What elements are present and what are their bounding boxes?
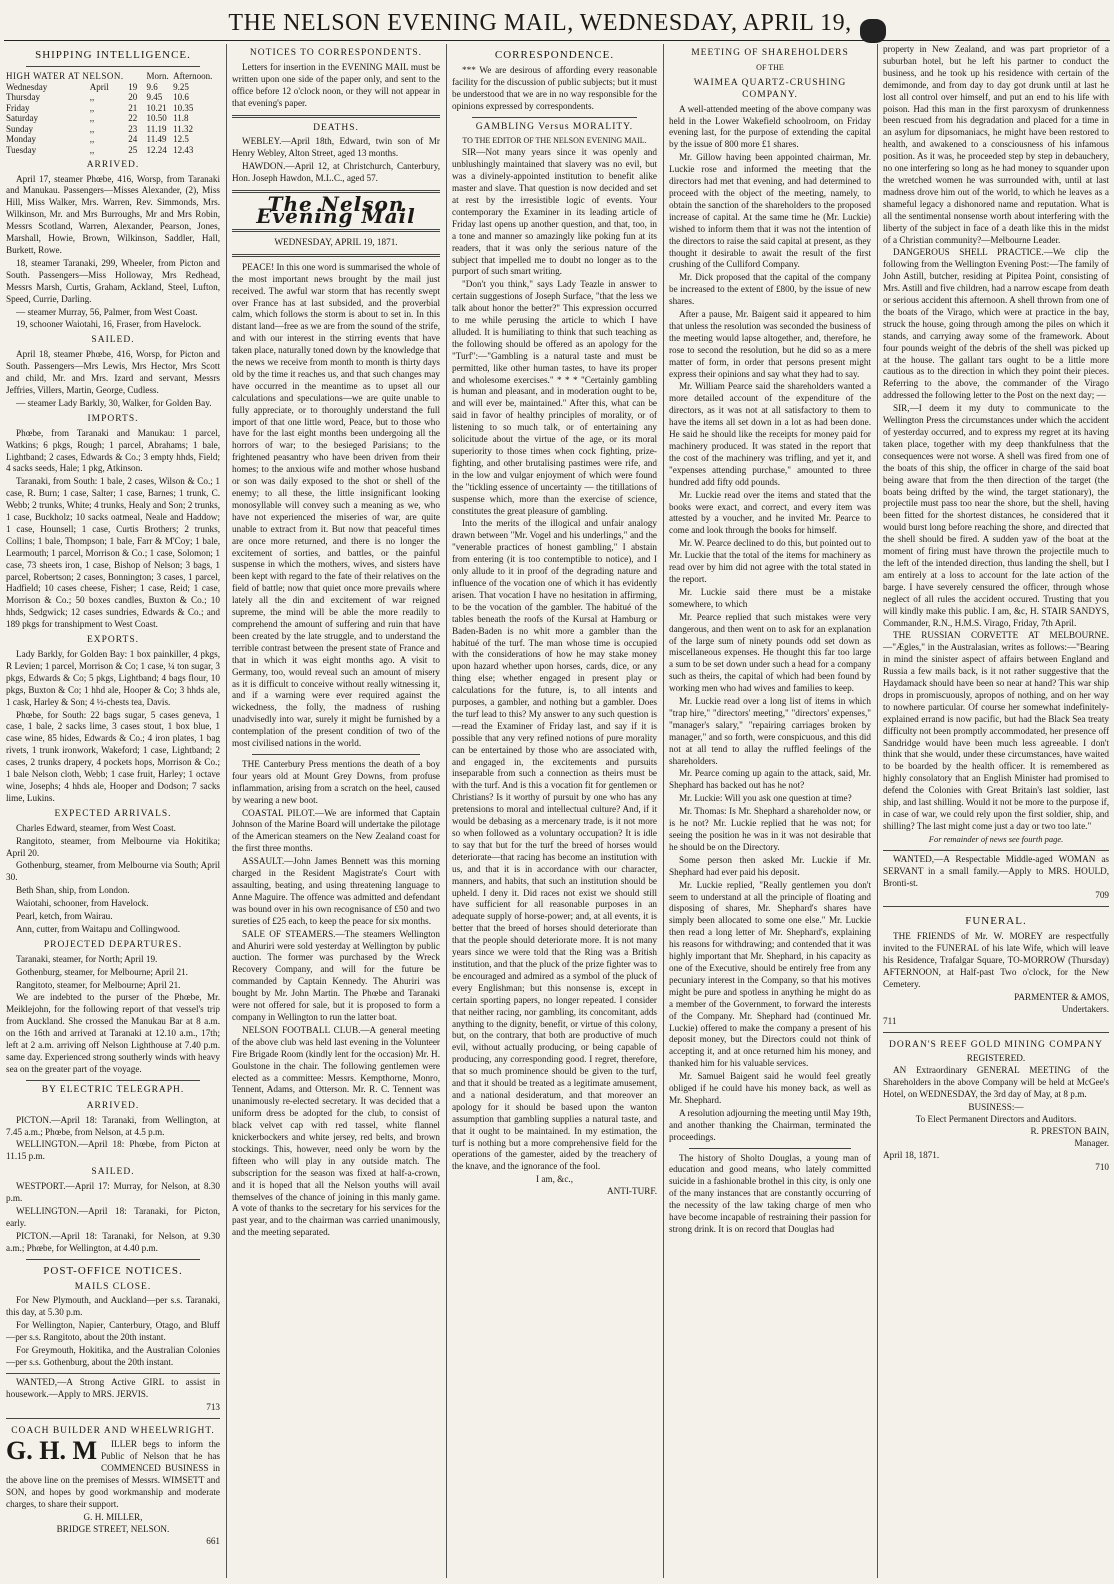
column-news-ads [883, 44, 1109, 1576]
telegraph-heading: BY ELECTRIC TELEGRAPH. [41, 1084, 185, 1095]
shipping-heading: SHIPPING INTELLIGENCE. [35, 49, 191, 61]
correspondence-disclaimer: *** We are desirous of affording every reasonable facility for the discussion of public subjects; but it must be understood that we are in no way responsible for the opinions expressed by correspondents. [452, 64, 657, 111]
letter-paragraph: Into the merits of the illogical and unfair analogy drawn between "Mr. Vogel and his underlings," and the "venerable practices of honest gambling," I abstain from entering (it is too contemptible to notice), and I only allude to it in proof of the degrading nature and influence of the vocation one of which it has evidently arisen. That vocation I have no hesitation in affirming, to be the vocation of the gambler. The habitué of the tables beneath the roofs of the Kursal at Hamburg or Baden-Baden is no whit more a gambler than the habitué of the turf. The man whose time is occupied with the considerations of how he may stake money upon hazard whether upon horses, cards, dice, or any thing else; whether engaged in present play or calculations for the future, is, to all intents and purposes, a gambler, and nothing but a gambler. Does the turf lead to this? My answer to any such question is—read the Examiner of Friday last, and say if it is possible that any very refined notions of pure morality can be entertained by those who are associated with, and engaged in, the excitements and pursuits inseparable from such a connection as theirs must be with the turf. And is this a vocation fit for gentlemen or Christians? Is it worthy of pursuit by one who has any pretensions to moral and intellectual culture? And, if it would be debasing as a mercenary trade, is it not more so when followed as a voluntary occupation? It is idle to say that but for the turf the breed of horses would deteriorate—that racing has become an institution with us, and that it is in accordance with our character, manners, and habits, that such an institution should be upheld. I deny it. Did races not exist we should still have sufficient for all reasonable purposes in an adequate supply of horse-power; and, at all events, it is better that the breed of horses should deteriorate than that the people should deteriorate more. It is not many years since we were told that the Ring was a British institution, and that the pluck of the prize fighter was to be encouraged and admired as a symbol of the pluck of every Englishman; but this nonsense is, except in certain sporting papers, no longer repeated. I consider that neither racing, nor gambling, its concomitant, adds anything to the dignity, benefit, or virtue of this colony, but, on the contrary, that both are productive of much evil, without actually producing, or being capable of producing, any corresponding good. I regret, therefore, that so much prominence should be given to the turf, and that it should be treated as a legitimate amusement, and a national desideratum, and that moreover an apology for it should be based upon the wanton assumption that gambling supplies a natural taste, and that it ought to be maintained. In my estimation, the turf is nothing but a more comprehensive field for the operations of the gamester, aided by the treachery of the knave, and the ignorance of the fool. [452, 518, 657, 1172]
meeting-paragraph: Mr. Pearce coming up again to the attack, said, Mr. Shephard has backed out has he not? [669, 768, 871, 791]
imports-heading: IMPORTS. [87, 413, 139, 424]
arrival-entry: April 17, steamer Phœbe, 416, Worsp, from Taranaki and Manukau. Passengers—Misses Alexander, (2), Miss Hill, Miss Walker, Mrs. Warren, Rev. Simmonds, Mrs. Wilkinson, Mr. and Mrs Burroughs, Mr and Mrs Robin, Messrs Scotland, Warren, Alexander, Pearson, Jones, Marshall, Howie, Brown, Wilkinson, Saddler, Hall, Burkett, Rowe. [6, 173, 220, 255]
column-meeting: MEETING OF SHAREHOLDERS OF THE WAIMEA QUARTZ-CRUSHING COMPANY. A well-attended meeting of the above company was held in the Lower Wakefield schoolroom, on Friday evening last, for the purpose of extending the capital by the issue of 800 more £1 shares. Mr. Gillow having been appointed chairman, Mr. Luckie rose and informed the meeting that the directors had met that evening, and had determined to proceed with the object of the meeting, namely, to obtain the sanction of the shareholders to the proposed increase of capital. At the same time he (Mr. Luckie) wished to inform them that it was not the intention of the directors to raise the said capital at present, as they thought it desirable to await the result of the first crushing of the Culliford Company. Mr. Dick proposed that the capital of the company be increased to the extent of £800, by the issue of new shares. After a pause, Mr. Baigent said it appeared to him that unless the resolution was seconded the business of the meeting would lapse altogether, and, therefore, he rose to second the resolution, but he did so as a mere matter of form, in order that persons present might express their opinions and say what they had to say. Mr. William Pearce said the shareholders wanted a more detailed account of the expenditure of the directors, as it was not at all satisfactory to them to have the items all set down in a lot as had been done. He said he should like the receipts for money paid for machinery produced. It was stated in the report that the cost of the machinery was trifling, and yet it, and "expenses attending purchase," amounted to three hundred add fifty odd pounds. Mr. Luckie read over the items and stated that the books were exact, and correct, and every item was attested by a voucher, and he invited Mr. Pearce to come and look through the books for himself. Mr. W. Pearce declined to do this, but pointed out to Mr. Luckie that the total of the items for machinery as read over by him did not agree with the total stated in the report. Mr. Luckie said there must be a mistake somewhere, to which Mr. Pearce replied that such mistakes were very dangerous, and then went on to ask for an explanation of the large sum of ninety pounds odd set down as miscellaneous expenses. He thought this far too large a sum to be set down under such a head for a company such as theirs, the capital of which had been found by working men who had wives and families to keep. Mr. Luckie read over a long list of items in which "trap hire," "directors' meeting," "directors' expenses," "manager's salary," "repairing carriages broken by manager," and so forth, were conspicuous, and this did not at all tend to allay the ruffled feelings of the shareholders. Mr. Pearce coming up again to the attack, said, Mr. Shephard has backed out has he not? Mr. Luckie: Will you ask one question at time? Mr. Thomas: Is Mr. Shephard a shareholder now, or is he not? Mr. Luckie replied that he was not; for seeing the position he was in it was not desirable that he should be on the Directory. Some person then asked Mr. Luckie if Mr. Shephard had ever paid his deposit. Mr. Luckie replied, "Really gentlemen you don't seem to understand at all the principle of floating and disposing of shares, Mr. Shephard's shares have simply been allocated to some one else." Mr. Luckie then read a long letter of Mr. Shephard's, explaining his reasons for withdrawing; and contended that it was highly important that Mr. Shephard, in his capacity as one of the Executive, should be entirely free from any pecuniary interest in the Company, so that his motives might be pure and spotless in anything he might do as a member of the Government, to forward the interests of the Company. Mr. Shephard had (continued Mr. Luckie) offered to make the company a present of his deposit money, but the Directors could not think of accepting it, and at once returned him his money, and thanked him for his valuable services. Mr. Samuel Baigent said he would feel greatly obliged if he could have his money back, as well as Mr. Shephard. A resolution adjourning the meeting until May 19th, and another thanking the Chairman, terminated the proceedings. The history of Sholto Douglas, a young man of education and good means, who lately committed suicide in a fashionable brothel in this city, is only one of the many instances that are constantly occurring of the necessity of the law taking charge of men who have become incapable of restraining their passion for strong drink. It is on record that Douglas had [669, 48, 871, 1234]
telegraph-entry: PICTON.—April 18: Taranaki, for Nelson, at 9.30 a.m.; Phœbe, for Wellington, at 4.40 p.m. [6, 1230, 220, 1253]
dateline: WEDNESDAY, APRIL 19, 1871. [274, 236, 398, 247]
column-shipping [6, 44, 220, 1576]
telegraph-entry: WESTPORT.—April 17: Murray, for Nelson, at 8.30 p.m. [6, 1181, 220, 1204]
deaths-heading: DEATHS. [313, 122, 359, 133]
letter-signoff: I am, &c., [536, 1174, 573, 1185]
meeting-paragraph: A resolution adjourning the meeting until May 19th, and another thanking the Chairman, terminated the proceedings. [669, 1107, 871, 1142]
tide-row: Friday ,, 21 10.21 10.35 [6, 102, 194, 113]
letter-paragraph: "Don't you think," says Lady Teazle in answer to certain suggestions of Joseph Surface, "that the less we talk about honor the better?" This expression occurred to me while perusing the article to which I have alluded. It is humiliating to think that such teaching as the following should be offered as an apology for the "Turf":—"Gambling is a natural taste and must be permitted, like other human tastes, to have its proper and wholesome exercises." * * * "Certainly gambling is human and pleasant, and in moderation ought to be, and will ever be, maintained." After this, what can be said in favor of healthy principles of morality, or of listening to so much talk, or of entertaining any solicitude about the virtue of the age, or its moral superiority to those times when cock fighting, prize-fighting, and other brutalising pastimes were rife, and in the low and vulgar enjoyment of which were found the "tickling essence of uncertainty — the titillations of suspense which, more than the exercise of science, constitutes the great pleasure of gambling. [452, 279, 657, 516]
column-divider [226, 44, 227, 1578]
death-entry: HAWDON.—April 12, at Christchurch, Canterbury, Hon. Joseph Hawdon, M.L.C., aged 57. [232, 161, 440, 184]
purser-report: We are indebted to the purser of the Phœbe, Mr. Meiklejohn, for the following report of that vessel's trip from Auckland. She crossed the Manukau Bar at 8 a.m. on the 16th and arrived at Taranaki at 12.10 a.m., 17th; left at 2 a.m. arriving off Nelson Lighthouse at 7.40 p.m. same day. Experienced strong southerly winds with heavy sea on the greater part of the voyage. [6, 992, 220, 1074]
meeting-paragraph: Mr. Dick proposed that the capital of the company be increased to the extent of £800, by the issue of new shares. [669, 272, 871, 307]
meeting-paragraph: Mr. Luckie read over a long list of items in which "trap hire," "directors' meeting," "directors' expenses," "manager's salary," "repairing carriages broken by manager," and so forth, were conspicuous, and this did not at all tend to allay the ruffled feelings of the shareholders. [669, 696, 871, 766]
dorans-reef-notice: DORAN'S REEF GOLD MINING COMPANY REGISTERED. AN Extraordinary GENERAL MEETING of the Shareholders in the above Company will be held at McGee's Hotel, on WEDNESDAY, the 3rd day of May, at 8 p.m. BUSINESS:— To Elect Permanent Directors and Auditors. R. PRESTON BAIN, Manager. April 18, 1871. 710 [883, 1032, 1109, 1174]
coach-builder-ad: COACH BUILDER AND WHEELWRIGHT. G. H. M ILLER begs to inform the Public of Nelson that he has COMMENCED BUSINESS in the above line on the premises of Messrs. WIMSETT and SON, and hopes by good workmanship and moderate charges, to share their support. G. H. MILLER, BRIDGE STREET, NELSON. 661 [6, 1418, 220, 1548]
projected-heading: PROJECTED DEPARTURES. [43, 939, 183, 950]
coastal-item: COASTAL PILOT.—We are informed that Captain Johnson of the Marine Board will undertake the pilotage of the American steamers on the New Zealand coast for the first three months. [232, 807, 440, 854]
letter-paragraph: SIR—Not many years since it was openly and unblushingly maintained that slavery was no evil, but was a divinely-appointed institution to benefit alike master and slave. That question is now decided and set at rest by the irresistible logic of events. Your contemporary the Examiner in its leading article of Friday last opens up another question, and that, too, in a tone and manner so amazingly like poking fun at its readers, that it was only the serious nature of the subject that impelled me to doubt no longer as to the purport of such smart writing. [452, 147, 657, 277]
meeting-paragraph: Mr. Pearce replied that such mistakes were very dangerous, and then went on to ask for an explanation of the large sum of ninety pounds odd set down as miscellaneous expenses. He thought this far too large a sum to be set down under such a head for a company such as theirs, the capital of which had been found by working men who had wives and families to keep. [669, 611, 871, 694]
mail-entry: For New Plymouth, and Auckland—per s.s. Taranaki, this day, at 5.30 p.m. [6, 1295, 220, 1318]
notices-heading: NOTICES TO CORRESPONDENTS. [249, 48, 423, 58]
meeting-paragraph: Some person then asked Mr. Luckie if Mr. Shephard had ever paid his deposit. [669, 854, 871, 877]
projected-entry: Gothenburg, steamer, for Melbourne; April 21. [16, 966, 188, 977]
sailed-entry: — steamer Lady Barkly, 30, Walker, for Golden Bay. [16, 397, 212, 408]
funeral-notice: FUNERAL. THE FRIENDS of Mr. W. MOREY are respectfully invited to the FUNERAL of his late Wife, which will leave his Residence, Trafalgar Square, TO-MORROW (Thursday) AFTERNOON, at Half-past Two o'clock, for the New Cemetery. PARMENTER & AMOS, Undertakers. 711 [883, 906, 1109, 1027]
post-office-heading: POST-OFFICE NOTICES. [43, 1264, 183, 1277]
tide-row: Tuesday ,, 25 12.24 12.43 [6, 145, 194, 156]
column-divider [877, 44, 878, 1578]
projected-entry: Rangitoto, steamer, for Melbourne; April 21. [16, 979, 181, 990]
expected-entry: Waiotahi, schooner, from Havelock. [16, 898, 149, 909]
masthead [0, 0, 1114, 42]
tide-row: Monday ,, 24 11.49 12.5 [6, 134, 189, 145]
expected-entry: Beth Shan, ship, from London. [16, 885, 130, 896]
expected-entry: Charles Edward, steamer, from West Coast. [16, 822, 176, 833]
expected-entry: Rangitoto, steamer, from Melbourne via Hokitika; April 20. [6, 835, 220, 858]
arrival-entry: 19, schooner Waiotahi, 16, Fraser, from Havelock. [16, 319, 202, 330]
column-divider [663, 44, 664, 1578]
death-entry: WEBLEY.—April 18th, Edward, twin son of Mr Henry Webley, Alton Street, aged 13 months. [232, 136, 440, 159]
tide-row: Wednesday April 19 9.6 9.25 [6, 81, 189, 92]
meeting-paragraph: Mr. Luckie: Will you ask one question at time? [679, 793, 852, 804]
mails-heading: MAILS CLOSE. [74, 1281, 152, 1292]
assault-item: ASSAULT.—John James Bennett was this morning charged in the Resident Magistrate's Court with assaulting, beating, and using threatening language to Anne Maguire. The offence was admitted and defendant was bound over in his own recognisance of £50 and two sureties of £25 each, to keep the peace for six months. [232, 856, 440, 926]
notices-text: Letters for insertion in the EVENING MAIL must be written upon one side of the paper only, and sent to the office before 12 o'clock noon, or they will not appear in that evening's paper. [232, 61, 440, 108]
sholto-douglas-item: The history of Sholto Douglas, a young man of education and good means, who lately committed suicide in a fashionable brothel in this city, is only one of the many instances that are constantly occurring of the necessity of the law taking charge of men who have become incapable of restraining their passion for strong drink. It is on record that Douglas had [669, 1152, 871, 1234]
steamers-item: SALE OF STEAMERS.—The steamers Wellington and Ahuriri were sold yesterday at Wellington by public auction. The former was purchased by the Wreck Recovery Company, and will for the future be commanded by Captain Kennedy. The Ahuriri was bought by Mr. John Martin. The Phœbe and Taranaki were not offered for sale, but it is proposed to form a company in Wellington to run the latter boat. [232, 928, 440, 1022]
sailed-entry: April 18, steamer Phœbe, 416, Worsp, for Picton and South. Passengers—Mrs Lewis, Mrs Hector, Mrs Scott and child, Mr. and Mrs. Izard and servant, Messrs Jeffries, Villers, Martin, George, Cudless. [6, 349, 220, 395]
remainder-note: For remainder of news see fourth page. [928, 833, 1064, 844]
mail-entry: For Greymouth, Hokitika, and the Australian Colonies—per s.s. Gothenburg, about the 20th instant. [6, 1345, 220, 1367]
meeting-paragraph: Mr. William Pearce said the shareholders wanted a more detailed account of the expenditure of the directors, as it was not at all satisfactory to them to have the items all set down in a lot as had been done. He said he should like the receipts for money paid for machinery produced. It was stated in the report that the cost of the machinery was trifling, and yet it, and "expenses attending purchase," amounted to three hundred add fifty odd pounds. [669, 381, 871, 487]
meeting-paragraph: Mr. Gillow having been appointed chairman, Mr. Luckie rose and informed the meeting that the directors had met that evening, and had determined to proceed with the object of the meeting, namely, to obtain the sanction of the shareholders to the proposed increase of capital. At the same time he (Mr. Luckie) wished to inform them that it was not the intention of the directors to raise the said capital at present, as they thought it desirable to await the result of the first crushing of the Culliford Company. [669, 152, 871, 270]
coach-initials: G. H. M [6, 1436, 97, 1466]
telegraph-entry: PICTON.—April 18: Taranaki, from Wellington, at 7.45 a.m.; Phœbe, from Nelson, at 4.5 p.m. [6, 1114, 220, 1137]
sholto-continued: property in New Zealand, and was part proprietor of a suburban hotel, but he left his partner to conduct the business, and he took up his residence with certain of the demimonde, and from day to day got drunk until at last he lost all control over himself, and put an end to his life with poison. Had this man in the first paroxysm of drunkenness been rescued from his degradation and placed for a time in an asylum for dipsomaniacs, he might have been restored to health, and awakened to a consciousness of his infamous position. As it was, he proceeded step by step in debauchery, no one interfering so long as he had money to squander upon the wretched women he was surrounded with, until at last madness drove him out of the world, to which he leaves as a shameful legacy a dishonored name and reputation. What is all the sentimental nonsense worth about interfering with the liberty of the subject in face of a death like this in the midst of a Christian community?—Melbourne Leader. [883, 44, 1109, 245]
column-divider [446, 44, 447, 1578]
expected-heading: EXPECTED ARRIVALS. [54, 808, 172, 819]
export-entry: Lady Barkly, for Golden Bay: 1 box painkiller, 4 pkgs, R Levien; 1 parcel, Morrison & Co; 1 case, ¼ ton sugar, 3 pkgs, Edwards & Co; 5 pkgs, Lightband; 4 bags flour, 10 pkgs, Buxton & Co; 1 hhd ale, Hooper & Co; 3 hhds ale, 1 cask, Harley & Son; 4 ½-chests tea, Davis. [6, 649, 220, 707]
company-heading: WAIMEA QUARTZ-CRUSHING COMPANY. [693, 77, 847, 100]
exports-heading: EXPORTS. [86, 635, 140, 646]
correspondence-heading: CORRESPONDENCE. [494, 49, 615, 61]
gambling-heading: GAMBLING Versus MORALITY. [475, 121, 634, 132]
wanted-woman-ad: WANTED,—A Respectable Middle-aged WOMAN as SERVANT in a small family.—Apply to MRS. HOULD, Bronti-st. 709 [883, 850, 1109, 903]
telegraph-entry: WELLINGTON.—April 18: Taranaki, for Picton, early. [6, 1205, 220, 1228]
leader-peace: PEACE! In this one word is summarised the whole of the most important news brought by the mail just received. The awful war storm that has recently swept over France has at last subsided, and the proverbial calm, which follows the storm is about to set in. In this distant land—free as we are from the sound of the strife, and with our interest in the stirring events that have taken place, naturally toned down by the knowledge that the news we receive from month to month is thirty days old by the time it reaches us, and that such changes may have occurred in the meantime as to upset all our calculations and speculations—we are quite unable to fully appreciate, or to thoroughly understand the full import of that one little word, Peace, but to those who have for the last eight months been undergoing all the horrors of war; to the besieged Parisians; to the frightened peasantry who have been driven from their homes; to the anxious wife and mother whose husband or son was daily exposed to the shot or shell of the enemy; to all these, the little insignificant looking monosyllable will convey such a meaning as we, who have not experienced the miseries of war, are quite unable to extract from it. But now that peaceful times are once more returned, and there is no longer the excitement of sorties, and battles, or the painful suspense in which the mothers, wives, and sisters have been kept with regard to the fate of their relatives on the field of battle; now that quiet once more prevails where lately all the din and excitement of war reigned supreme, the mind will be able the more readily to comprehend the amount of suffering and ruin that have been created by the late struggle, and to understand the terrible contrast between the present state of France and that in which it was eight months ago. A visit to Germany, too, would reveal such an amount of misery as it is difficult to conceive without really witnessing it, and if a warning were ever required against the wickedness, the folly, the madness of rushing unadvisedly into war, surely it might be furnished by a contemplation of the present condition of two of the most civilised nations in the world. [232, 261, 440, 749]
football-item: NELSON FOOTBALL CLUB.—A general meeting of the above club was held last evening in the Volunteer Fire Brigade Room (kindly lent for the occasion) Mr. H. Goulstone in the chair. The following gentlemen were elected as a committee: Messrs. Kempthorne, Monro, Tennent, Adams, and Otterson. Mr. R. C. Tennent was unanimously re-elected secretary. It was decided that a uniform dress be adopted for the club, to consist of black velvet cap with red tassel, white flannel knickerbockers and white jersey, red belts, and brown stockings. This, however, need only be worn by the fifteen who will play in any outside match. The subscription for the season was fixed at half-a-crown, and it is hoped that all the Nelson youths will avail themselves of the chance of joining in this manly game. A vote of thanks to the secretary for his services for the past year, and to the chairman was carried unanimously, and the meeting separated. [232, 1024, 440, 1238]
mail-entry: For Wellington, Napier, Canterbury, Otago, and Bluff—per s.s. Rangitoto, about the 20th instant. [6, 1320, 220, 1343]
canterbury-item: THE Canterbury Press mentions the death of a boy four years old at Mount Grey Downs, from profuse inflammation, arising from a scratch on the heel, caused by wearing a new boot. [232, 758, 440, 805]
tel-arrived-heading: ARRIVED. [86, 1100, 140, 1111]
tide-table: HIGH WATER AT NELSON. Morn. Afternoon. Wednesday April 19 9.6 9.25 Thursday ,, 20 9.45 10.6 Friday ,, 21 10.21 10.35 Saturday ,, 22 10.50 11.8 Sunday ,, 23 11.19 11.32 Monday ,, 24 11.49 12.5 Tuesday ,, 25 12.24 12.43 [6, 71, 220, 156]
projected-entry: Taranaki, steamer, for North; April 19. [16, 953, 158, 964]
tide-row: Thursday ,, 20 9.45 10.6 [6, 92, 189, 103]
shell-practice-item: DANGEROUS SHELL PRACTICE.—We clip the following from the Wellington Evening Post:—The family of John Astill, butcher, residing at Pipitea Point, consisting of Mrs. Astill and five children, had a narrow escape from death or serious accident this afternoon. A shell thrown from one of the boats of the Virago, which were at practice in the bay, struck the house, going through among the piles on which it stands, and carrying away some of the framework. About four pounds weight of the debris of the shell was picked up at the house. The gallant tars ought to be a little more cautious as to the direction in which they point their pieces. Referring to the above, the commander of the Virago addressed the following letter to the Post on the next day; — [883, 247, 1109, 401]
meeting-paragraph: Mr. W. Pearce declined to do this, but pointed out to Mr. Luckie that the total of the items for machinery as read over by him did not agree with the total stated in the report. [669, 538, 871, 584]
expected-entry: Ann, cutter, from Waitapu and Collingwood. [16, 923, 181, 934]
sailed-heading: SAILED. [91, 335, 135, 346]
virago-letter: SIR,—I deem it my duty to communicate to the Wellington Press the circumstances under which the accident of yesterday occurred, and to express my regret at its having taken place, together with my deep thankfulness that the consequences were not worse. A shell was fired from one of the boats of this ship, the officer in charge of the said boat being aware that from the then direction of the target (the boats being drifted by the wind, the target stationary), the projectile must pass too near the shore, but the shell, having been fitted for the shortest distances, he considered that it would burst long before reaching the shore, and directed that the shell should be fired. A sudden yaw of the boat at the moment of firing must have thrown the projectile much to the left of the intended direction, thus landing the shell, but I am entirely at a loss to account for the late action of the barge. I have severely censured the officer, through whose neglect of all rules the accident occured. Trusting that you will kindly make this public. I am, &c, H. STAIR SANDYS, Commander, R.N., H.M.S. Virago, Friday, 7th April. [883, 403, 1109, 628]
expected-entry: Gothenburg, steamer, from Melbourne via South; April 30. [6, 860, 220, 883]
tel-sailed-heading: SAILED. [91, 1167, 135, 1178]
meeting-paragraph: Mr. Samuel Baigent said he would feel greatly obliged if he could have his money back, as well as Mr. Shephard. [669, 1071, 871, 1105]
import-entry: Taranaki, from South: 1 bale, 2 cases, Wilson & Co.; 1 case, R. Burn; 1 case, Salter; 1 case, Barnes; 1 trunk, C. Webb; 2 trunks, White; 4 trunks, Healy and Son; 2 trunks, 1 case, Buckholz; 10 sacks oatmeal, Neale and Haddow; 1 case, Hounsell; 1 case, Curtis Brothers; 2 trunks, Collins; 1 bale, Thompson; 1 bale, Farr & M'Coy; 1 bale, Learmouth; 1 parcel, Morrison & Co.; 1 case, Solomon; 1 case, 73 sheets iron, 1 case, Bishop of Nelson; 3 bags, 1 parcel, Robertson; 2 cases, Bonnington; 3 cases, 1 parcel, Hadfield; 10 cases cheese, Fisher; 1 case, Reid; 1 case, Morrison & Co.; 50 boxes candles, Buxton & Co.; 10 hhds, Sedgwick; 12 cases sundries, Edwards & Co.; and 189 pkgs for transhipment to West Coast. [6, 476, 220, 630]
wanted-girl-ad: WANTED,—A Strong Active GIRL to assist in housework.—Apply to MRS. JERVIS. 713 [6, 1373, 220, 1414]
tide-row: Sunday ,, 23 11.19 11.32 [6, 123, 194, 134]
telegraph-entry: WELLINGTON.—April 18: Phœbe, from Picton at 11.15 p.m. [6, 1139, 220, 1162]
meeting-paragraph: Mr. Luckie said there must be a mistake somewhere, to which [669, 586, 871, 609]
arrival-entry: — steamer Murray, 56, Palmer, from West Coast. [16, 306, 198, 317]
arrived-heading: ARRIVED. [86, 159, 140, 170]
meeting-paragraph: After a pause, Mr. Baigent said it appeared to him that unless the resolution was seconded the business of the meeting would lapse altogether, and, therefore, he rose to second the resolution, but he did so as a mere matter of form, in order that persons present might express their opinions and say what they had to say. [669, 309, 871, 379]
meeting-paragraph: Mr. Thomas: Is Mr. Shephard a shareholder now, or is he not? Mr. Luckie replied that he was not; for seeing the position he was in it was not desirable that he should be on the Directory. [669, 806, 871, 852]
tide-row: Saturday ,, 22 10.50 11.8 [6, 113, 189, 124]
column-correspondence [452, 44, 657, 1576]
arrival-entry: 18, steamer Taranaki, 299, Wheeler, from Picton and South. Passengers—Miss Holloway, Mrs Redhead, Messrs Marsh, Curtis, Graham, Ackland, Steel, Lufton, Speed, Currie, Darling. [6, 257, 220, 304]
to-editor: TO THE EDITOR OF THE NELSON EVENING MAIL. [462, 136, 647, 146]
expected-entry: Pearl, ketch, from Wairau. [16, 911, 113, 922]
meeting-paragraph: Mr. Luckie replied, "Really gentlemen you don't seem to understand at all the principle of floating and disposing of shares, Mr. Shephard's shares have simply been allocated to some one else." Mr. Luckie then read a long letter of Mr. Shephard's, explaining his reasons for withdrawing; and contended that it was highly important that Mr. Shephard, in his capacity as one of the Executive, should be entirely free from any pecuniary interest in the Company, so that his motives might be pure and spotless in anything he might do as a member of the Government, to forward the interests of the Company. Mr. Shephard had (continued Mr. Luckie) offered to make the company a present of his deposit money, but the Directors could not think of accepting it, and at once returned him his money, and thanked him for his valuable services. [669, 879, 871, 1069]
masthead-rule [4, 40, 1110, 41]
meeting-paragraph: A well-attended meeting of the above company was held in the Lower Wakefield schoolroom, on Friday evening last, for the purpose of extending the capital by the issue of 800 more £1 shares. [669, 103, 871, 150]
meeting-paragraph: Mr. Luckie read over the items and stated that the books were exact, and correct, and every item was attested by a voucher, and he invited Mr. Pearce to come and look through the books for himself. [669, 489, 871, 536]
letter-signature: ANTI-TURF. [606, 1186, 657, 1197]
column-editorial [232, 44, 440, 1576]
export-entry: Phœbe, for South: 22 bags sugar, 5 cases geneva, 1 case, 1 bale, 2 sacks lime, 3 cases stout, 1 box blue, 1 case wine, 85 hides, Edwards & Co.; 4 iron plates, 1 bag rivets, 1 trunk ironwork, Wakeford; 1 case, Lightband; 2 cases, 2 trunks drapery, 4 pockets hops, Morrison & Co.; 1 bale Nelson cloth, Webb; 1 case fruit, Harley; 1 octave wine, Josephs; 4 hhds ale, Hooper and Dodson; 7 sacks lime, Lukins. [6, 709, 220, 803]
masthead-title: THE NELSON EVENING MAIL, WEDNESDAY, APRIL 19, [228, 10, 852, 36]
russian-corvette-item: THE RUSSIAN CORVETTE AT MELBOURNE.—"Ægles," in the Australasian, writes as follows:—"Bearing in mind the sinister aspect of affairs between England and Russia a few mails back, is it not rather suggestive that the Haydamack should have been so near at hand? This war ship drops in promiscuously, apropos of nothing, and on her way to nowhere particular. Of course her somewhat indefinitely-explained errand is now pacific, but had the Black Sea treaty difficulty not been promptly accommodated, her presence off Sandridge would have been much less agreeable. I don't think that she would, under these circumstances, have waited to be boarded by the health officer. It is remembered as highly consolatory that an English Minister had promised to defend the Colonies with Great Britain's last soldier, last ship, and last shilling. Would it not be more to the purpose if, in case of war, we could rely upon the first soldier, ship, and shilling? The last might come just a day or two too late." [883, 630, 1109, 831]
paper-title: The Nelson Evening Mail [256, 192, 416, 228]
import-entry: Phœbe, from Taranaki and Manukau: 1 parcel, Watkins; 6 pkgs, Rough; 1 parcel, Abrahams; 1 bale, Lightband; 2 cases, Edwards & Co.; 3 empty hhds, Field; 4 sacks seeds, Hale; 1 pkg, Atkinson. [6, 427, 220, 474]
meeting-heading: MEETING OF SHAREHOLDERS [691, 48, 849, 58]
